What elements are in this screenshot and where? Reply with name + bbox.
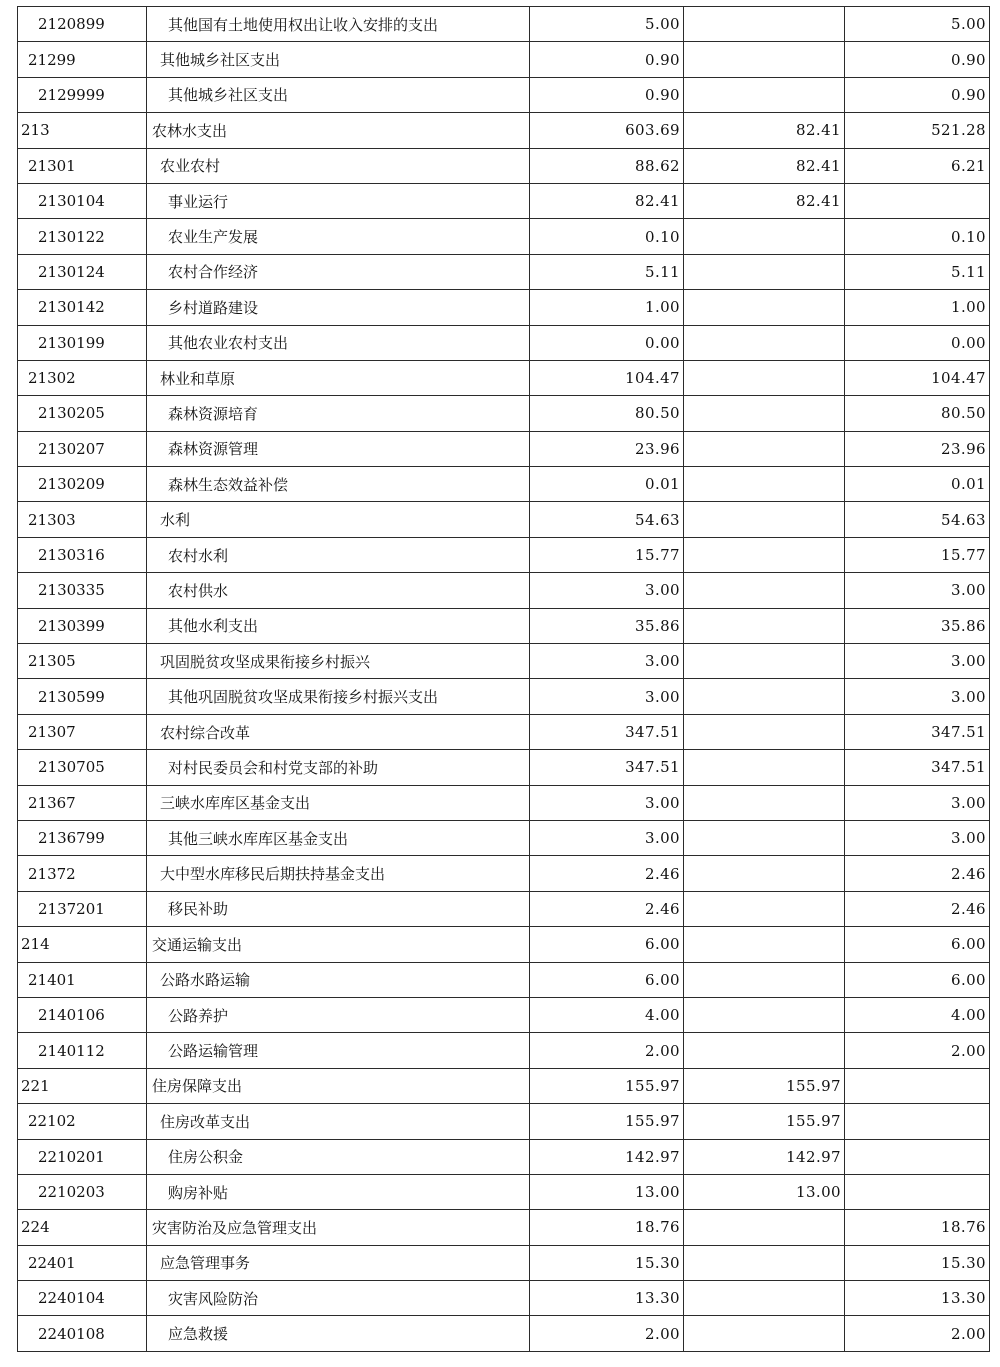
project-expenditure-cell: 3.00 <box>845 820 990 855</box>
subject-name-cell: 公路水路运输 <box>147 962 530 997</box>
subject-name-cell: 住房保障支出 <box>147 1068 530 1103</box>
total-amount-cell: 2.46 <box>530 856 684 891</box>
project-expenditure-cell <box>845 183 990 218</box>
subject-code-cell: 224 <box>18 1210 147 1245</box>
subject-name-cell: 灾害风险防治 <box>147 1281 530 1316</box>
subject-name-cell: 其他巩固脱贫攻坚成果衔接乡村振兴支出 <box>147 679 530 714</box>
subject-code-cell: 21305 <box>18 644 147 679</box>
project-expenditure-cell: 2.00 <box>845 1033 990 1068</box>
table-row <box>18 1139 990 1174</box>
subject-name-cell: 巩固脱贫攻坚成果衔接乡村振兴 <box>147 644 530 679</box>
total-amount-cell: 603.69 <box>530 113 684 148</box>
subject-code-cell: 2210203 <box>18 1174 147 1209</box>
table-row <box>18 183 990 218</box>
total-amount-cell: 18.76 <box>530 1210 684 1245</box>
subject-name-cell: 应急救援 <box>147 1316 530 1351</box>
total-amount-cell: 5.11 <box>530 254 684 289</box>
basic-expenditure-cell <box>684 77 845 112</box>
subject-name-cell: 农村水利 <box>147 537 530 572</box>
total-amount-cell: 15.30 <box>530 1245 684 1280</box>
subject-code-cell: 21302 <box>18 360 147 395</box>
project-expenditure-cell: 18.76 <box>845 1210 990 1245</box>
subject-name-cell: 大中型水库移民后期扶持基金支出 <box>147 856 530 891</box>
basic-expenditure-cell <box>684 431 845 466</box>
total-amount-cell: 142.97 <box>530 1139 684 1174</box>
subject-name-cell: 其他农业农村支出 <box>147 325 530 360</box>
project-expenditure-cell: 15.30 <box>845 1245 990 1280</box>
project-expenditure-cell: 0.01 <box>845 467 990 502</box>
subject-name-cell: 交通运输支出 <box>147 927 530 962</box>
basic-expenditure-cell <box>684 1210 845 1245</box>
subject-code-cell: 21307 <box>18 714 147 749</box>
table-row <box>18 537 990 572</box>
subject-name-cell: 森林资源培育 <box>147 396 530 431</box>
table-row <box>18 431 990 466</box>
total-amount-cell: 3.00 <box>530 573 684 608</box>
total-amount-cell: 88.62 <box>530 148 684 183</box>
budget-expenditure-table <box>17 6 990 1352</box>
subject-code-cell: 213 <box>18 113 147 148</box>
project-expenditure-cell: 5.00 <box>845 7 990 42</box>
table-row <box>18 290 990 325</box>
basic-expenditure-cell: 82.41 <box>684 113 845 148</box>
project-expenditure-cell: 15.77 <box>845 537 990 572</box>
table-row <box>18 467 990 502</box>
table-row <box>18 7 990 42</box>
project-expenditure-cell: 6.00 <box>845 962 990 997</box>
table-row <box>18 360 990 395</box>
table-row <box>18 1210 990 1245</box>
total-amount-cell: 35.86 <box>530 608 684 643</box>
total-amount-cell: 3.00 <box>530 644 684 679</box>
basic-expenditure-cell <box>684 254 845 289</box>
basic-expenditure-cell <box>684 467 845 502</box>
project-expenditure-cell: 347.51 <box>845 750 990 785</box>
subject-code-cell: 2130705 <box>18 750 147 785</box>
subject-code-cell: 221 <box>18 1068 147 1103</box>
table-row <box>18 785 990 820</box>
project-expenditure-cell: 6.21 <box>845 148 990 183</box>
table-row <box>18 750 990 785</box>
table-row <box>18 113 990 148</box>
total-amount-cell: 13.30 <box>530 1281 684 1316</box>
table-row <box>18 997 990 1032</box>
subject-name-cell: 农村综合改革 <box>147 714 530 749</box>
subject-code-cell: 2130122 <box>18 219 147 254</box>
total-amount-cell: 80.50 <box>530 396 684 431</box>
table-row <box>18 502 990 537</box>
table-body <box>18 7 990 1352</box>
total-amount-cell: 104.47 <box>530 360 684 395</box>
project-expenditure-cell: 4.00 <box>845 997 990 1032</box>
project-expenditure-cell: 3.00 <box>845 644 990 679</box>
project-expenditure-cell: 0.90 <box>845 77 990 112</box>
subject-code-cell: 2130104 <box>18 183 147 218</box>
total-amount-cell: 3.00 <box>530 679 684 714</box>
subject-name-cell: 森林生态效益补偿 <box>147 467 530 502</box>
project-expenditure-cell <box>845 1174 990 1209</box>
subject-name-cell: 其他三峡水库库区基金支出 <box>147 820 530 855</box>
basic-expenditure-cell <box>684 7 845 42</box>
table-row <box>18 714 990 749</box>
project-expenditure-cell: 0.90 <box>845 42 990 77</box>
total-amount-cell: 0.90 <box>530 77 684 112</box>
project-expenditure-cell: 3.00 <box>845 785 990 820</box>
table-row <box>18 1068 990 1103</box>
basic-expenditure-cell <box>684 360 845 395</box>
table-row <box>18 679 990 714</box>
subject-name-cell: 住房公积金 <box>147 1139 530 1174</box>
table-row <box>18 1281 990 1316</box>
basic-expenditure-cell: 13.00 <box>684 1174 845 1209</box>
basic-expenditure-cell: 82.41 <box>684 148 845 183</box>
basic-expenditure-cell <box>684 962 845 997</box>
subject-name-cell: 森林资源管理 <box>147 431 530 466</box>
subject-code-cell: 21367 <box>18 785 147 820</box>
subject-code-cell: 2240108 <box>18 1316 147 1351</box>
subject-code-cell: 2130209 <box>18 467 147 502</box>
project-expenditure-cell: 521.28 <box>845 113 990 148</box>
basic-expenditure-cell <box>684 608 845 643</box>
table-row <box>18 1033 990 1068</box>
total-amount-cell: 13.00 <box>530 1174 684 1209</box>
project-expenditure-cell: 80.50 <box>845 396 990 431</box>
table-row <box>18 1104 990 1139</box>
table-row <box>18 396 990 431</box>
basic-expenditure-cell <box>684 502 845 537</box>
basic-expenditure-cell <box>684 1245 845 1280</box>
subject-code-cell: 214 <box>18 927 147 962</box>
subject-name-cell: 事业运行 <box>147 183 530 218</box>
total-amount-cell: 4.00 <box>530 997 684 1032</box>
basic-expenditure-cell <box>684 537 845 572</box>
subject-code-cell: 21301 <box>18 148 147 183</box>
basic-expenditure-cell <box>684 1033 845 1068</box>
project-expenditure-cell: 2.46 <box>845 891 990 926</box>
subject-code-cell: 21299 <box>18 42 147 77</box>
table-row <box>18 1174 990 1209</box>
total-amount-cell: 23.96 <box>530 431 684 466</box>
table-row <box>18 1245 990 1280</box>
project-expenditure-cell: 13.30 <box>845 1281 990 1316</box>
subject-code-cell: 21372 <box>18 856 147 891</box>
subject-name-cell: 农村供水 <box>147 573 530 608</box>
subject-name-cell: 其他城乡社区支出 <box>147 42 530 77</box>
subject-code-cell: 2130399 <box>18 608 147 643</box>
subject-name-cell: 林业和草原 <box>147 360 530 395</box>
project-expenditure-cell: 5.11 <box>845 254 990 289</box>
basic-expenditure-cell: 82.41 <box>684 183 845 218</box>
table-row <box>18 927 990 962</box>
total-amount-cell: 3.00 <box>530 820 684 855</box>
total-amount-cell: 155.97 <box>530 1068 684 1103</box>
total-amount-cell: 6.00 <box>530 962 684 997</box>
basic-expenditure-cell <box>684 1316 845 1351</box>
subject-code-cell: 2140106 <box>18 997 147 1032</box>
project-expenditure-cell: 2.46 <box>845 856 990 891</box>
total-amount-cell: 0.90 <box>530 42 684 77</box>
subject-name-cell: 灾害防治及应急管理支出 <box>147 1210 530 1245</box>
table-row <box>18 1316 990 1351</box>
table-row <box>18 856 990 891</box>
project-expenditure-cell: 1.00 <box>845 290 990 325</box>
basic-expenditure-cell <box>684 785 845 820</box>
total-amount-cell: 2.46 <box>530 891 684 926</box>
project-expenditure-cell: 104.47 <box>845 360 990 395</box>
subject-name-cell: 其他国有土地使用权出让收入安排的支出 <box>147 7 530 42</box>
subject-name-cell: 其他水利支出 <box>147 608 530 643</box>
project-expenditure-cell: 3.00 <box>845 573 990 608</box>
table-row <box>18 820 990 855</box>
total-amount-cell: 1.00 <box>530 290 684 325</box>
project-expenditure-cell: 6.00 <box>845 927 990 962</box>
table-row <box>18 962 990 997</box>
project-expenditure-cell: 23.96 <box>845 431 990 466</box>
subject-code-cell: 2120899 <box>18 7 147 42</box>
subject-name-cell: 农业农村 <box>147 148 530 183</box>
subject-code-cell: 2130142 <box>18 290 147 325</box>
subject-name-cell: 公路运输管理 <box>147 1033 530 1068</box>
table-row <box>18 148 990 183</box>
subject-code-cell: 21401 <box>18 962 147 997</box>
basic-expenditure-cell <box>684 856 845 891</box>
table-row <box>18 254 990 289</box>
project-expenditure-cell <box>845 1104 990 1139</box>
subject-code-cell: 22401 <box>18 1245 147 1280</box>
project-expenditure-cell: 3.00 <box>845 679 990 714</box>
subject-name-cell: 乡村道路建设 <box>147 290 530 325</box>
basic-expenditure-cell: 155.97 <box>684 1068 845 1103</box>
basic-expenditure-cell <box>684 679 845 714</box>
basic-expenditure-cell <box>684 750 845 785</box>
total-amount-cell: 5.00 <box>530 7 684 42</box>
project-expenditure-cell <box>845 1139 990 1174</box>
total-amount-cell: 15.77 <box>530 537 684 572</box>
subject-code-cell: 2136799 <box>18 820 147 855</box>
table-row <box>18 219 990 254</box>
subject-code-cell: 2140112 <box>18 1033 147 1068</box>
basic-expenditure-cell <box>684 290 845 325</box>
total-amount-cell: 6.00 <box>530 927 684 962</box>
basic-expenditure-cell <box>684 573 845 608</box>
total-amount-cell: 0.01 <box>530 467 684 502</box>
subject-code-cell: 2130205 <box>18 396 147 431</box>
table-row <box>18 77 990 112</box>
subject-code-cell: 2130335 <box>18 573 147 608</box>
project-expenditure-cell: 35.86 <box>845 608 990 643</box>
basic-expenditure-cell <box>684 644 845 679</box>
basic-expenditure-cell <box>684 927 845 962</box>
table-row <box>18 42 990 77</box>
project-expenditure-cell <box>845 1068 990 1103</box>
total-amount-cell: 2.00 <box>530 1316 684 1351</box>
subject-code-cell: 2130599 <box>18 679 147 714</box>
table-row <box>18 891 990 926</box>
total-amount-cell: 54.63 <box>530 502 684 537</box>
subject-code-cell: 2210201 <box>18 1139 147 1174</box>
total-amount-cell: 3.00 <box>530 785 684 820</box>
subject-name-cell: 农林水支出 <box>147 113 530 148</box>
subject-code-cell: 2137201 <box>18 891 147 926</box>
basic-expenditure-cell: 155.97 <box>684 1104 845 1139</box>
subject-code-cell: 21303 <box>18 502 147 537</box>
total-amount-cell: 347.51 <box>530 714 684 749</box>
total-amount-cell: 82.41 <box>530 183 684 218</box>
basic-expenditure-cell <box>684 820 845 855</box>
total-amount-cell: 155.97 <box>530 1104 684 1139</box>
subject-name-cell: 农村合作经济 <box>147 254 530 289</box>
table-row <box>18 573 990 608</box>
subject-name-cell: 购房补贴 <box>147 1174 530 1209</box>
table-row <box>18 644 990 679</box>
subject-name-cell: 移民补助 <box>147 891 530 926</box>
subject-name-cell: 三峡水库库区基金支出 <box>147 785 530 820</box>
subject-code-cell: 2130124 <box>18 254 147 289</box>
basic-expenditure-cell <box>684 891 845 926</box>
basic-expenditure-cell <box>684 325 845 360</box>
table-row <box>18 325 990 360</box>
project-expenditure-cell: 0.10 <box>845 219 990 254</box>
subject-code-cell: 2129999 <box>18 77 147 112</box>
project-expenditure-cell: 54.63 <box>845 502 990 537</box>
project-expenditure-cell: 2.00 <box>845 1316 990 1351</box>
project-expenditure-cell: 347.51 <box>845 714 990 749</box>
subject-code-cell: 2130199 <box>18 325 147 360</box>
subject-name-cell: 公路养护 <box>147 997 530 1032</box>
subject-code-cell: 2240104 <box>18 1281 147 1316</box>
subject-name-cell: 其他城乡社区支出 <box>147 77 530 112</box>
basic-expenditure-cell <box>684 1281 845 1316</box>
project-expenditure-cell: 0.00 <box>845 325 990 360</box>
basic-expenditure-cell <box>684 42 845 77</box>
subject-name-cell: 对村民委员会和村党支部的补助 <box>147 750 530 785</box>
subject-name-cell: 水利 <box>147 502 530 537</box>
basic-expenditure-cell <box>684 714 845 749</box>
subject-name-cell: 农业生产发展 <box>147 219 530 254</box>
total-amount-cell: 0.00 <box>530 325 684 360</box>
subject-code-cell: 2130207 <box>18 431 147 466</box>
total-amount-cell: 2.00 <box>530 1033 684 1068</box>
table-row <box>18 608 990 643</box>
basic-expenditure-cell <box>684 997 845 1032</box>
subject-code-cell: 22102 <box>18 1104 147 1139</box>
total-amount-cell: 0.10 <box>530 219 684 254</box>
basic-expenditure-cell: 142.97 <box>684 1139 845 1174</box>
subject-name-cell: 应急管理事务 <box>147 1245 530 1280</box>
total-amount-cell: 347.51 <box>530 750 684 785</box>
subject-code-cell: 2130316 <box>18 537 147 572</box>
basic-expenditure-cell <box>684 396 845 431</box>
subject-name-cell: 住房改革支出 <box>147 1104 530 1139</box>
basic-expenditure-cell <box>684 219 845 254</box>
